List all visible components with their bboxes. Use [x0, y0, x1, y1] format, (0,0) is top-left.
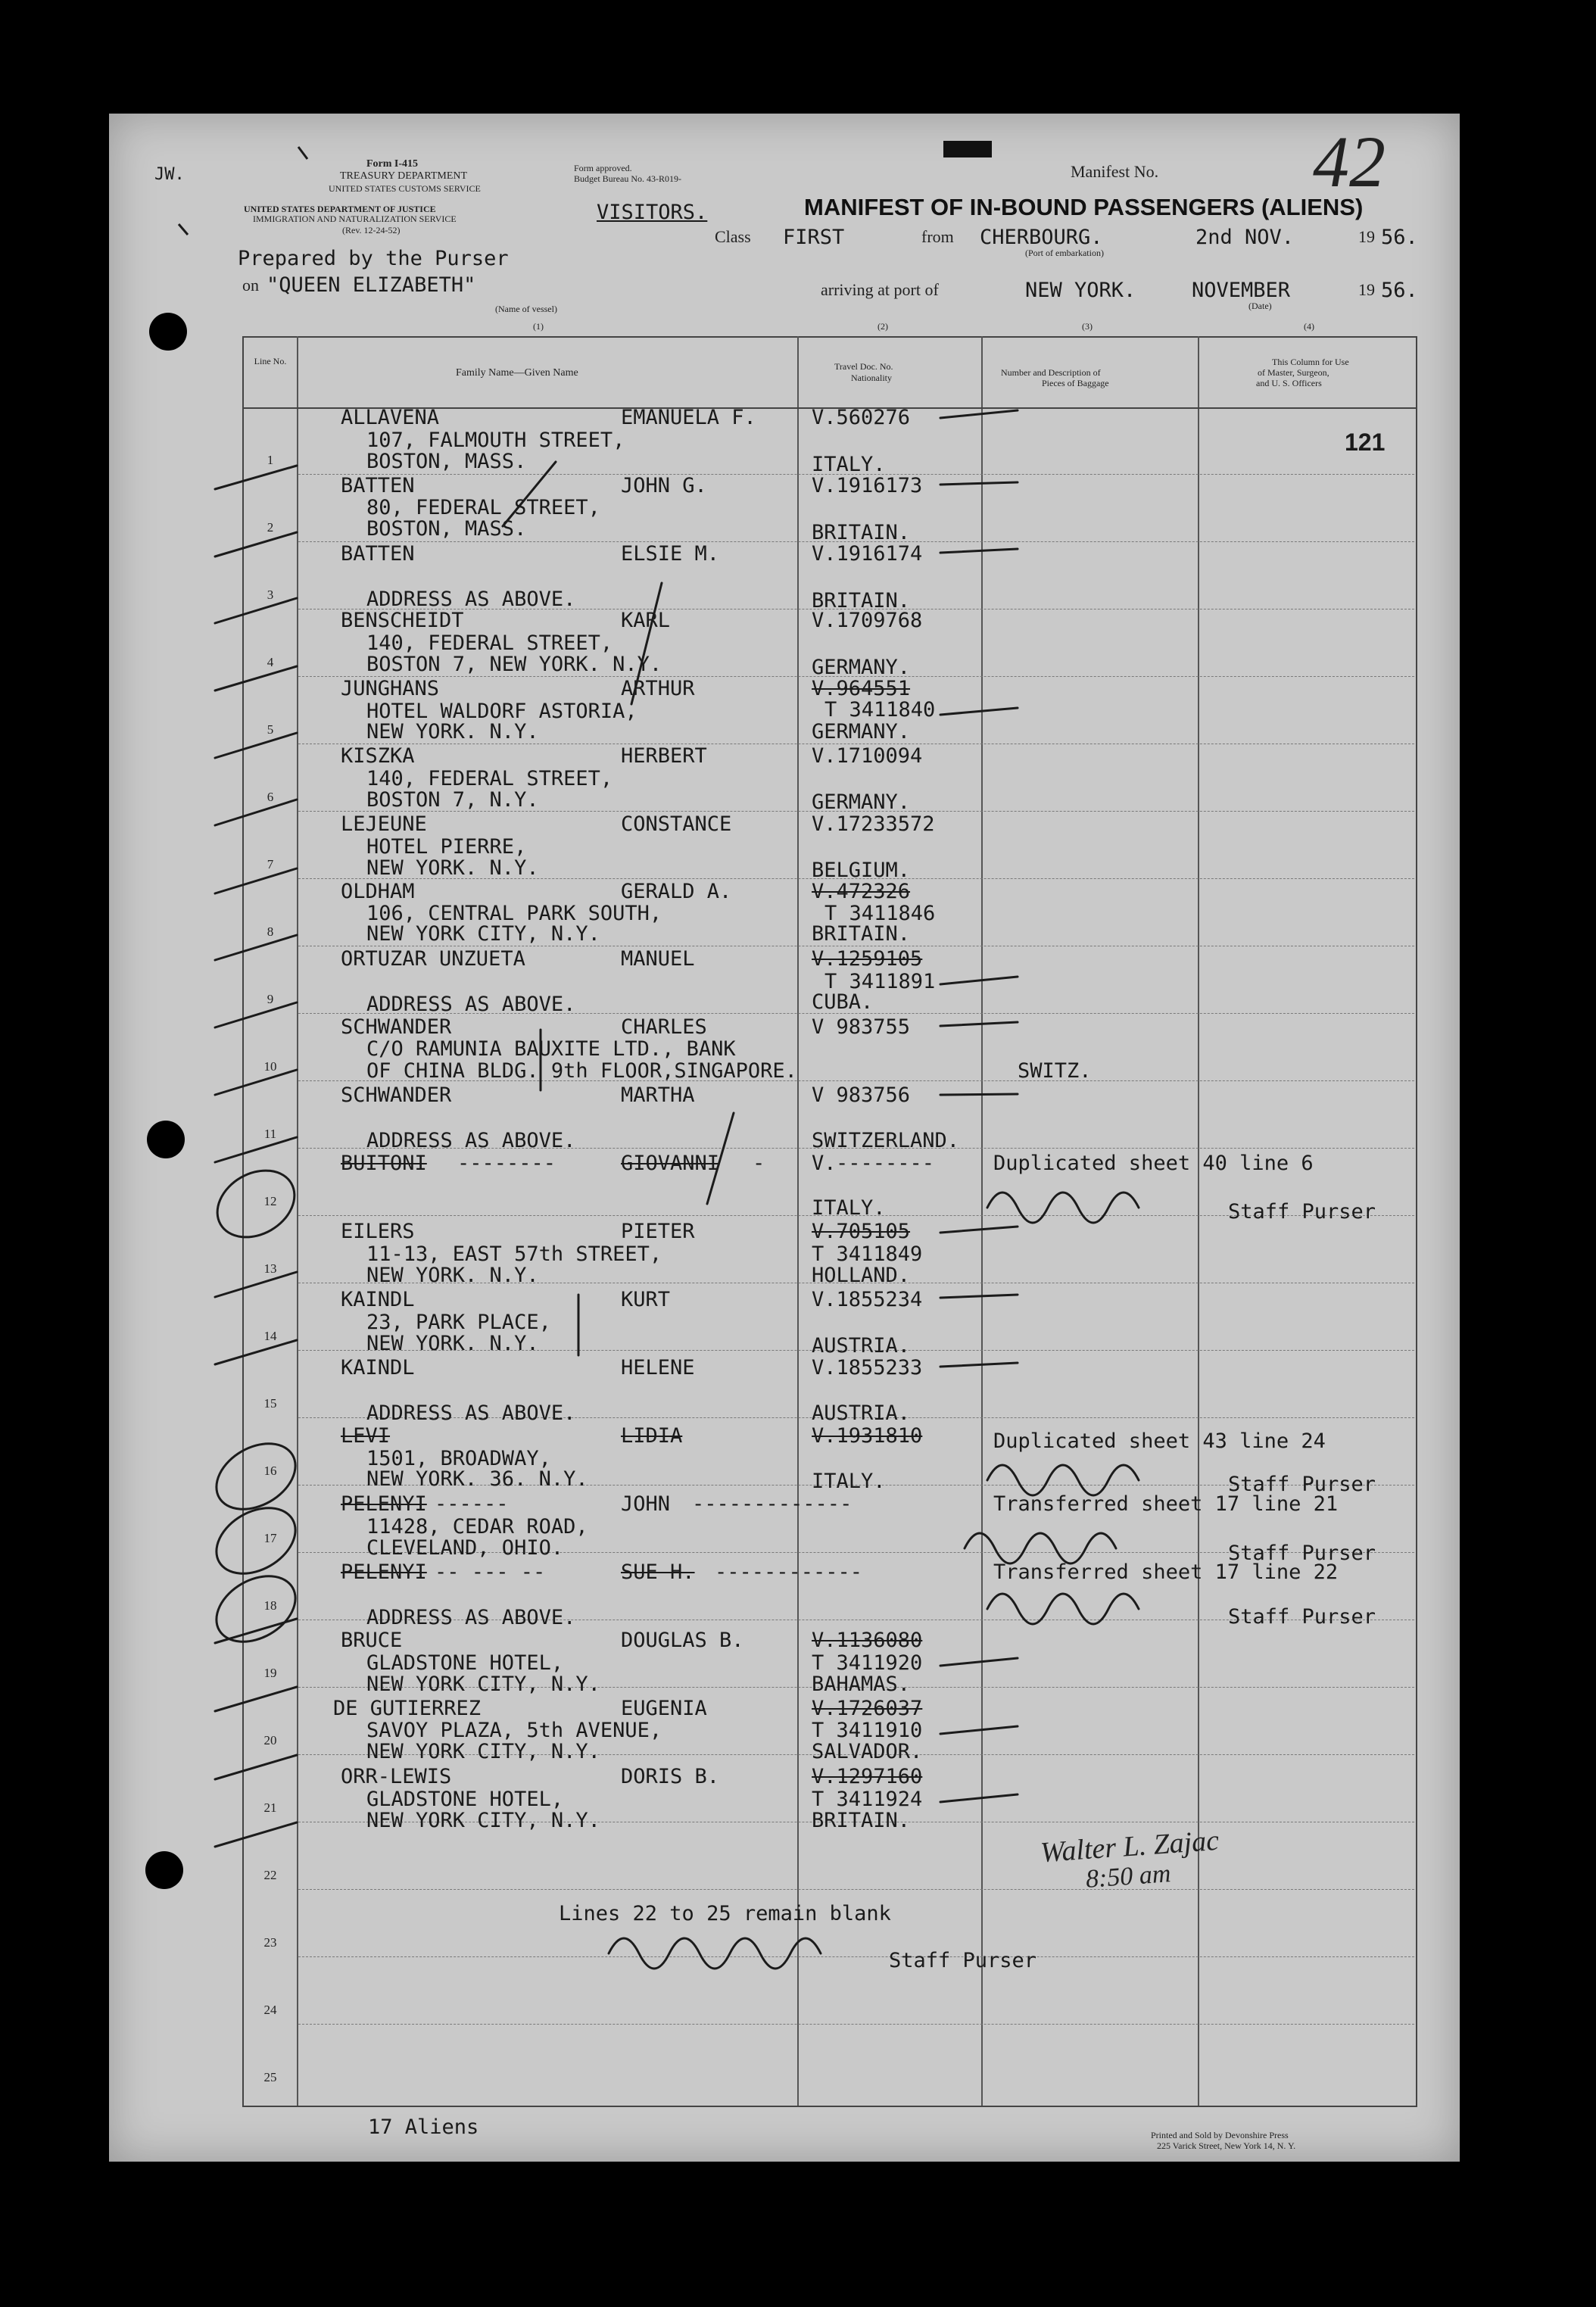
- cancel-dashes: ------------: [715, 1560, 863, 1584]
- col-number-2: (2): [877, 321, 888, 332]
- address-line: NEW YORK CITY, N.Y.: [366, 922, 600, 946]
- given-name: JOHN: [621, 1492, 671, 1516]
- nationality: ITALY.: [812, 453, 886, 476]
- printer-line-1: Printed and Sold by Devonshire Press: [1151, 2130, 1289, 2140]
- cancel-dashes: --------: [836, 1152, 935, 1175]
- embark-date: 2nd NOV.: [1195, 226, 1295, 249]
- line-number: 1: [267, 453, 274, 467]
- family-name: SCHWANDER: [341, 1015, 452, 1039]
- cancel-dashes: --------: [457, 1152, 556, 1175]
- nationality: BAHAMAS.: [812, 1673, 911, 1696]
- travel-doc-no-struck: V.472326: [812, 880, 911, 903]
- punch-hole-top: [149, 313, 187, 351]
- line-number: 15: [263, 1396, 277, 1411]
- visitors-label: VISITORS.: [597, 201, 708, 224]
- address-line: HOTEL WALDORF ASTORIA,: [366, 700, 637, 723]
- given-name-cancelled: SUE H.: [621, 1560, 695, 1584]
- arrival-year-suffix: 56.: [1381, 279, 1418, 302]
- family-name: OLDHAM: [341, 880, 415, 903]
- address-line: NEW YORK. N.Y.: [366, 720, 539, 744]
- line-number: 19: [263, 1666, 277, 1680]
- line-number: 25: [263, 2070, 277, 2084]
- col-number-4: (4): [1304, 321, 1314, 332]
- address-line: ADDRESS AS ABOVE.: [366, 993, 576, 1016]
- given-name: KARL: [621, 609, 671, 632]
- nationality: GERMANY.: [812, 656, 911, 679]
- family-name: ORR-LEWIS: [341, 1765, 452, 1788]
- col-divider-doc: [797, 336, 799, 2106]
- family-name: KAINDL: [341, 1356, 415, 1380]
- address-line: ADDRESS AS ABOVE.: [366, 588, 576, 611]
- class-value: FIRST: [783, 226, 845, 249]
- family-name-cancelled: LEVI: [341, 1424, 391, 1448]
- travel-doc-no: T 3411920: [812, 1651, 923, 1675]
- address-line: 140, FEDERAL STREET,: [366, 631, 613, 655]
- line-number: 17: [263, 1531, 277, 1545]
- family-name: ALLAVENA: [341, 406, 440, 429]
- line-number: 11: [263, 1127, 277, 1141]
- address-line: 106, CENTRAL PARK SOUTH,: [366, 902, 662, 925]
- punch-hole-bottom: [145, 1851, 183, 1889]
- nationality: ITALY.: [812, 1470, 886, 1493]
- col-divider-baggage: [981, 336, 983, 2106]
- family-name: DE GUTIERREZ: [333, 1697, 482, 1720]
- given-name: PIETER: [621, 1220, 695, 1243]
- cancel-dashes: -- --- --: [435, 1560, 546, 1584]
- nationality: SALVADOR.: [812, 1740, 923, 1763]
- arrival-month: NOVEMBER: [1192, 279, 1291, 302]
- col-header-name: Family Name—Given Name: [456, 367, 578, 379]
- address-line: BOSTON 7, N.Y.: [366, 788, 539, 812]
- officer-note: 121: [1345, 429, 1386, 456]
- line-number: 18: [263, 1598, 277, 1613]
- embark-year-suffix: 56.: [1381, 226, 1418, 249]
- manifest-no-label: Manifest No.: [1071, 162, 1159, 181]
- address-line: NEW YORK CITY, N.Y.: [366, 1809, 600, 1832]
- handwritten-inspector-name: Walter L. Zajac: [1039, 1824, 1220, 1869]
- line-number: 7: [267, 857, 274, 871]
- line-number: 14: [263, 1329, 277, 1343]
- family-name: BATTEN: [341, 474, 415, 497]
- given-name: EMANUELA F.: [621, 406, 756, 429]
- given-name: HELENE: [621, 1356, 695, 1380]
- travel-doc-no: T 3411840: [824, 698, 936, 722]
- line-number: 8: [267, 924, 274, 939]
- arriving-label: arriving at port of: [821, 280, 939, 299]
- arrival-port: NEW YORK.: [1025, 279, 1136, 302]
- given-name: DOUGLAS B.: [621, 1629, 744, 1652]
- address-line: BOSTON 7, NEW YORK. N.Y.: [366, 653, 662, 676]
- transfer-note: Transferred sheet 17 line 21: [993, 1492, 1339, 1516]
- vessel-caption: (Name of vessel): [495, 304, 557, 314]
- manifest-no: 42: [1313, 121, 1386, 202]
- given-name: JOHN G.: [621, 474, 707, 497]
- address-line: SAVOY PLAZA, 5th AVENUE,: [366, 1719, 662, 1742]
- address-line: 1501, BROADWAY,: [366, 1447, 551, 1470]
- address-line: GLADSTONE HOTEL,: [366, 1651, 564, 1675]
- family-name: BENSCHEIDT: [341, 609, 464, 632]
- line-number: 21: [263, 1800, 277, 1815]
- given-name: KURT: [621, 1288, 671, 1311]
- travel-doc-no: V.1916174: [812, 542, 923, 566]
- nationality: GERMANY.: [812, 720, 911, 744]
- travel-doc-no: V.1709768: [812, 609, 923, 632]
- travel-doc-no: V 983756: [812, 1083, 911, 1107]
- cancel-dashes: -: [753, 1152, 765, 1175]
- purser-signature-label: Staff Purser: [1228, 1605, 1376, 1629]
- line-number: 2: [267, 520, 274, 535]
- col-number-3: (3): [1082, 321, 1093, 332]
- line-number: 24: [263, 2003, 277, 2017]
- travel-doc-no: T 3411849: [812, 1242, 923, 1266]
- address-line: 23, PARK PLACE,: [366, 1311, 551, 1334]
- address-line: BOSTON, MASS.: [366, 517, 527, 541]
- blank-lines-signature-label: Staff Purser: [889, 1949, 1037, 1972]
- line-number: 23: [263, 1935, 277, 1950]
- family-name-cancelled: PELENYI: [341, 1492, 427, 1516]
- given-name: EUGENIA: [621, 1697, 707, 1720]
- corner-initials: JW.: [154, 165, 185, 184]
- embarkation-port: CHERBOURG.: [980, 226, 1103, 249]
- travel-doc-no-struck: V.1136080: [812, 1629, 923, 1652]
- col-header-doc-1: Travel Doc. No.: [834, 361, 893, 372]
- col-header-officers-3: and U. S. Officers: [1256, 378, 1322, 388]
- justice-dept: UNITED STATES DEPARTMENT OF JUSTICE: [244, 204, 436, 214]
- col-divider-lineno: [297, 336, 298, 2106]
- manifest-title: MANIFEST OF IN-BOUND PASSENGERS (ALIENS): [804, 194, 1364, 220]
- nationality: BRITAIN.: [812, 922, 911, 946]
- travel-doc-no: T 3411846: [824, 902, 936, 925]
- family-name: EILERS: [341, 1220, 415, 1243]
- alien-total: 17 Aliens: [368, 2115, 479, 2139]
- line-number: 9: [267, 992, 274, 1006]
- line-number: 12: [263, 1194, 277, 1208]
- arrival-year-prefix: 19: [1358, 280, 1375, 299]
- address-line: NEW YORK. 36. N.Y.: [366, 1467, 588, 1491]
- punch-hole-middle: [147, 1121, 185, 1158]
- address-line: NEW YORK. N.Y.: [366, 1264, 539, 1287]
- line-number: 10: [263, 1059, 277, 1074]
- address-line: NEW YORK. N.Y.: [366, 856, 539, 880]
- col-header-doc-2: Nationality: [851, 373, 892, 383]
- given-name: ELSIE M.: [621, 542, 720, 566]
- given-name: GERALD A.: [621, 880, 732, 903]
- family-name: SCHWANDER: [341, 1083, 452, 1107]
- manifest-page: [109, 114, 1460, 2162]
- address-line: GLADSTONE HOTEL,: [366, 1788, 564, 1811]
- form-approved: Form approved.: [574, 163, 632, 173]
- travel-doc-no: V.560276: [812, 406, 911, 429]
- address-line: 11428, CEDAR ROAD,: [366, 1515, 588, 1539]
- line-number: 22: [263, 1868, 277, 1882]
- form-id: Form I-415: [366, 158, 419, 170]
- cancel-dashes: -------------: [692, 1492, 853, 1516]
- col-header-line-no: Line No.: [254, 356, 287, 366]
- given-name: CONSTANCE: [621, 812, 732, 836]
- travel-doc-no: V.1916173: [812, 474, 923, 497]
- col-number-1: (1): [533, 321, 544, 332]
- address-line: NEW YORK. N.Y.: [366, 1332, 539, 1355]
- nationality: ITALY.: [812, 1196, 886, 1220]
- col-header-officers-2: of Master, Surgeon,: [1258, 367, 1329, 378]
- travel-doc-no: T 3411910: [812, 1719, 923, 1742]
- family-name-cancelled: PELENYI: [341, 1560, 427, 1584]
- family-name: BRUCE: [341, 1629, 403, 1652]
- date-caption: (Date): [1248, 301, 1272, 311]
- budget-bureau: Budget Bureau No. 43-R019-: [574, 173, 681, 184]
- nationality: SWITZ.: [1018, 1059, 1092, 1083]
- family-name-cancelled: BUITONI: [341, 1152, 427, 1175]
- nationality: AUSTRIA.: [812, 1401, 911, 1425]
- address-line: 140, FEDERAL STREET,: [366, 767, 613, 790]
- given-name: MANUEL: [621, 947, 695, 971]
- nationality: BRITAIN.: [812, 1809, 911, 1832]
- purser-signature-label: Staff Purser: [1228, 1542, 1376, 1565]
- travel-doc-no-struck: V.964551: [812, 677, 911, 700]
- address-line: ADDRESS AS ABOVE.: [366, 1606, 576, 1629]
- travel-doc-no: V.1710094: [812, 744, 923, 768]
- given-name: ARTHUR: [621, 677, 695, 700]
- family-name: KAINDL: [341, 1288, 415, 1311]
- nationality: BRITAIN.: [812, 521, 911, 544]
- travel-doc-no-struck: V.1259105: [812, 947, 923, 971]
- printer-line-2: 225 Varick Street, New York 14, N. Y.: [1157, 2140, 1296, 2151]
- address-line: NEW YORK CITY, N.Y.: [366, 1673, 600, 1696]
- customs-service: UNITED STATES CUSTOMS SERVICE: [329, 183, 481, 194]
- address-line: BOSTON, MASS.: [366, 450, 527, 473]
- handwritten-time: 8:50 am: [1084, 1860, 1172, 1894]
- line-number: 4: [267, 655, 274, 669]
- family-name: JUNGHANS: [341, 677, 440, 700]
- nationality: BELGIUM.: [812, 859, 911, 882]
- line-number: 5: [267, 722, 274, 737]
- given-name-cancelled: LIDIA: [621, 1424, 683, 1448]
- travel-doc-no: V.: [812, 1152, 837, 1175]
- col-header-baggage-1: Number and Description of: [1001, 367, 1101, 378]
- given-name: CHARLES: [621, 1015, 707, 1039]
- duplicate-note: Duplicated sheet 43 line 24: [993, 1429, 1326, 1453]
- line-number: 16: [263, 1464, 277, 1478]
- address-line: 107, FALMOUTH STREET,: [366, 429, 625, 452]
- from-label: from: [921, 227, 954, 246]
- ins-service: IMMIGRATION AND NATURALIZATION SERVICE: [253, 214, 457, 224]
- line-number: 3: [267, 588, 274, 602]
- travel-doc-no: V.17233572: [812, 812, 935, 836]
- travel-doc-no-struck: V.1297160: [812, 1765, 923, 1788]
- transfer-note: Transferred sheet 17 line 22: [993, 1560, 1339, 1584]
- address-line: OF CHINA BLDG. 9th FLOOR,SINGAPORE.: [366, 1059, 797, 1083]
- duplicate-note: Duplicated sheet 40 line 6: [993, 1152, 1314, 1175]
- travel-doc-no-struck: V.1726037: [812, 1697, 923, 1720]
- prepared-by: Prepared by the Purser: [238, 247, 509, 270]
- nationality: HOLLAND.: [812, 1264, 911, 1287]
- row-line: [298, 1889, 1414, 1891]
- address-line: CLEVELAND, OHIO.: [366, 1536, 564, 1560]
- purser-signature-label: Staff Purser: [1228, 1200, 1376, 1224]
- given-name: DORIS B.: [621, 1765, 720, 1788]
- travel-doc-no: T 3411891: [824, 970, 936, 993]
- given-name-cancelled: GIOVANNI: [621, 1152, 720, 1175]
- col-header-officers-1: This Column for Use: [1272, 357, 1349, 367]
- row-line: [298, 1956, 1414, 1958]
- address-line: C/O RAMUNIA BAUXITE LTD., BANK: [366, 1037, 736, 1061]
- col-header-baggage-2: Pieces of Baggage: [1042, 378, 1109, 388]
- nationality: SWITZERLAND.: [812, 1129, 960, 1152]
- travel-doc-no-struck: V.705105: [812, 1220, 911, 1243]
- family-name: ORTUZAR UNZUETA: [341, 947, 525, 971]
- nationality: BRITAIN.: [812, 589, 911, 613]
- given-name: HERBERT: [621, 744, 707, 768]
- travel-doc-no: V 983755: [812, 1015, 911, 1039]
- cancel-dashes: ------: [435, 1492, 509, 1516]
- address-line: ADDRESS AS ABOVE.: [366, 1401, 576, 1425]
- form-rev: (Rev. 12-24-52): [342, 225, 401, 235]
- travel-doc-no: V.1855234: [812, 1288, 923, 1311]
- line-number: 13: [263, 1261, 277, 1276]
- address-line: ADDRESS AS ABOVE.: [366, 1129, 576, 1152]
- embark-caption: (Port of embarkation): [1025, 248, 1104, 258]
- embark-year-prefix: 19: [1358, 227, 1375, 246]
- blank-lines-note: Lines 22 to 25 remain blank: [559, 1902, 891, 1925]
- line-number: 6: [267, 790, 274, 804]
- line-number: 20: [263, 1733, 277, 1747]
- travel-doc-no: V.1855233: [812, 1356, 923, 1380]
- address-line: HOTEL PIERRE,: [366, 835, 527, 859]
- nationality: AUSTRIA.: [812, 1334, 911, 1358]
- family-name: KISZKA: [341, 744, 415, 768]
- travel-doc-no: T 3411924: [812, 1788, 923, 1811]
- nationality: CUBA.: [812, 990, 874, 1014]
- treasury-dept: TREASURY DEPARTMENT: [340, 170, 468, 182]
- vessel-name: "QUEEN ELIZABETH": [267, 273, 476, 297]
- on-label: on: [242, 276, 259, 295]
- family-name: BATTEN: [341, 542, 415, 566]
- travel-doc-no-struck: V.1931810: [812, 1424, 923, 1448]
- address-line: 80, FEDERAL STREET,: [366, 496, 600, 519]
- family-name: LEJEUNE: [341, 812, 427, 836]
- nationality: GERMANY.: [812, 790, 911, 814]
- address-line: NEW YORK CITY, N.Y.: [366, 1740, 600, 1763]
- class-label: Class: [715, 227, 751, 246]
- address-line: 11-13, EAST 57th STREET,: [366, 1242, 662, 1266]
- purser-signature-label: Staff Purser: [1228, 1473, 1376, 1496]
- given-name: MARTHA: [621, 1083, 695, 1107]
- row-line: [298, 2024, 1414, 2025]
